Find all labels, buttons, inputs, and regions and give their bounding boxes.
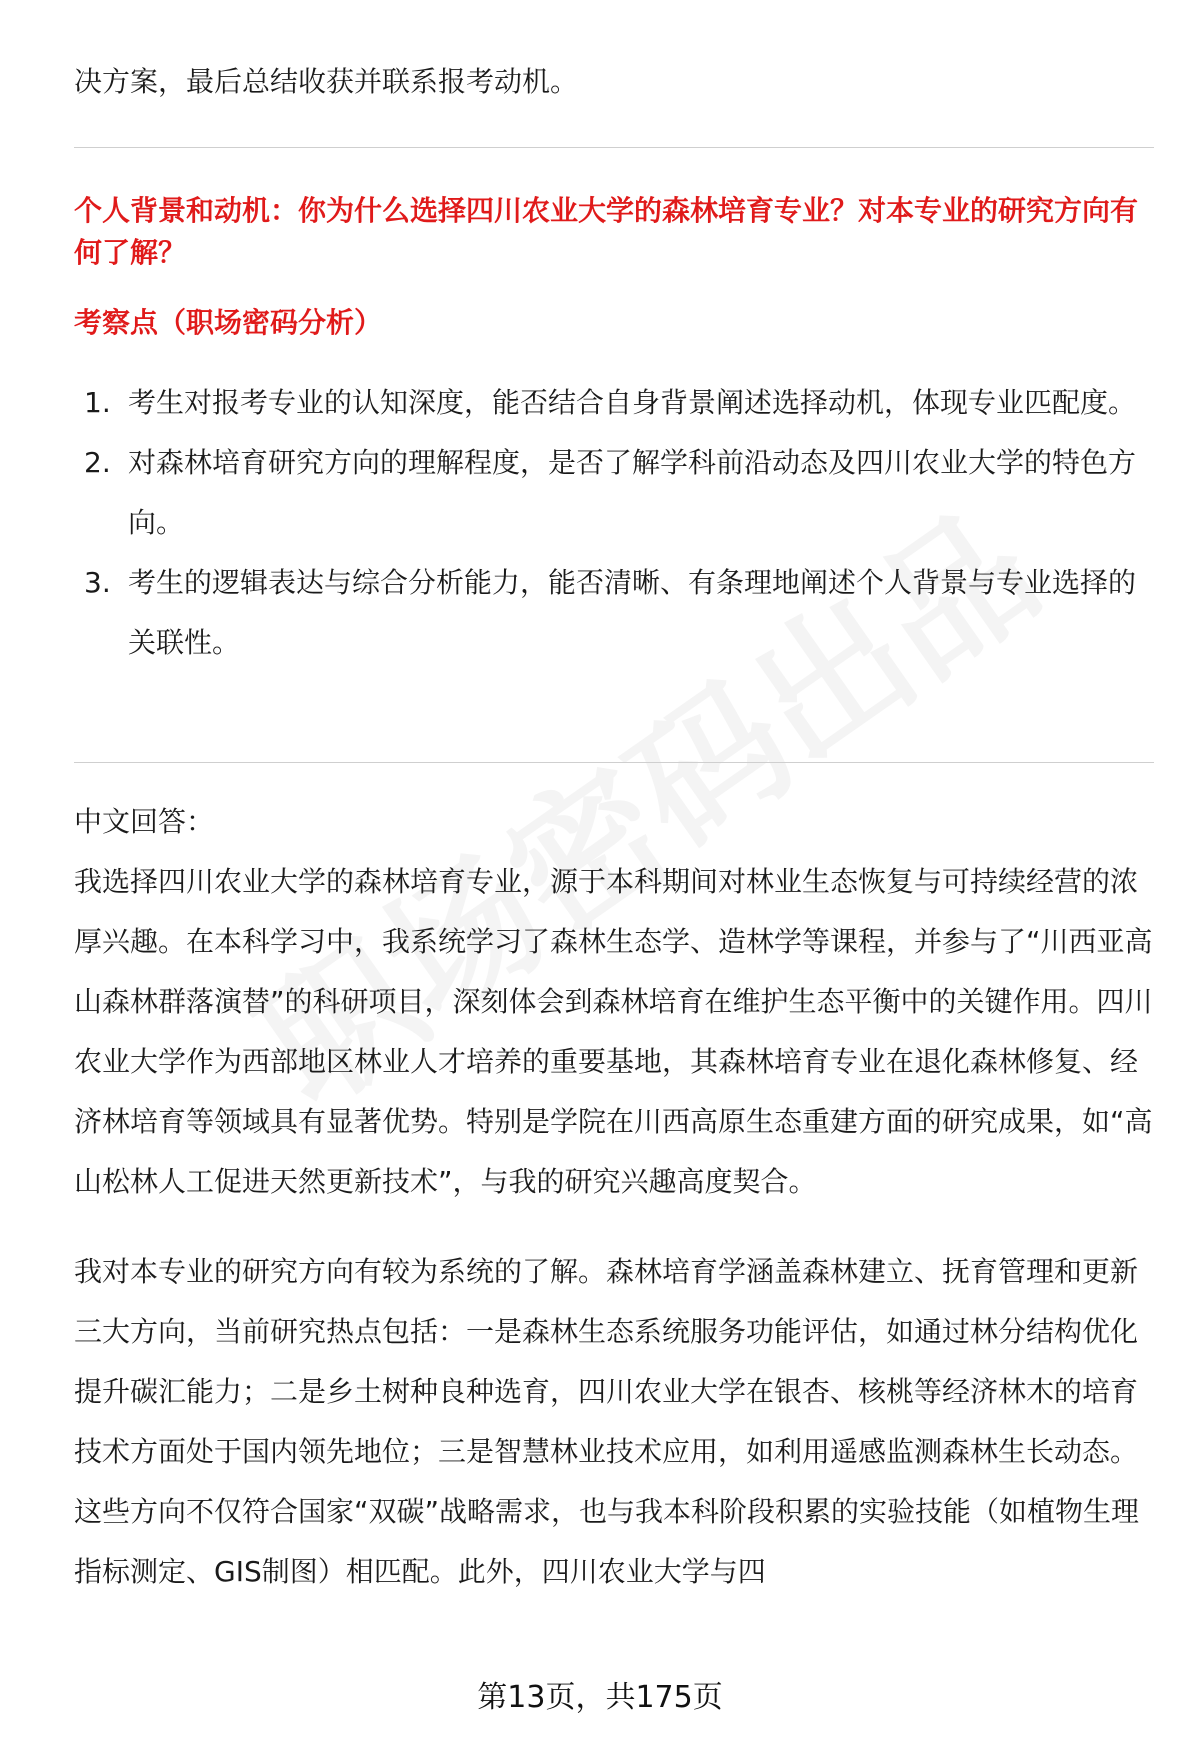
list-item-text: 考生的逻辑表达与综合分析能力，能否清晰、有条理地阐述个人背景与专业选择的关联性。 (128, 566, 1137, 659)
question-heading: 个人背景和动机：你为什么选择四川农业大学的森林培育专业？对本专业的研究方向有何了解？ (74, 194, 1139, 269)
list-item-text: 对森林培育研究方向的理解程度，是否了解学科前沿动态及四川农业大学的特色方向。 (128, 446, 1137, 539)
answer-section (74, 792, 1154, 1602)
assessment-points-heading: 考察点（职场密码分析） (74, 306, 383, 339)
divider-middle (74, 762, 1154, 763)
answer-paragraph-1: 我选择四川农业大学的森林培育专业，源于本科期间对林业生态恢复与可持续经营的浓厚兴趣。在本科学习中，我系统学习了森林生态学、造林学等课程，并参与了“川西亚高山森林群落演替”的科研项目，深刻体会到森林培育在维护生态平衡中的关键作用。四川农业大学作为西部地区林业人才培养的重要基地，其森林培育专业在退化森林修复、经济林培育等领域具有显著优势。特别是学院在川西高原生态重建方面的研究成果，如“高山松林人工促进天然更新技术”，与我的研究兴趣高度契合。 (74, 865, 1153, 1198)
divider-top (74, 147, 1154, 148)
answer-paragraph-2: 我对本专业的研究方向有较为系统的了解。森林培育学涵盖森林建立、抚育管理和更新三大方向，当前研究热点包括：一是森林生态系统服务功能评估，如通过林分结构优化提升碳汇能力；二是乡土树种良种选育，四川农业大学在银杏、核桃等经济林木的培育技术方面处于国内领先地位；三是智慧林业技术应用，如利用遥感监测森林生长动态。这些方向不仅符合国家“双碳”战略需求，也与我本科阶段积累的实验技能（如植物生理指标测定、GIS制图）相匹配。此外，四川农业大学与四 (74, 1255, 1140, 1588)
list-item (74, 373, 1154, 433)
list-item (74, 553, 1154, 673)
assessment-points-list (74, 373, 1154, 673)
page-number-footer: 第13页，共175页 (477, 1680, 723, 1715)
list-item-text: 考生对报考专业的认知深度，能否结合自身背景阐述选择动机，体现专业匹配度。 (128, 386, 1137, 419)
list-item-number: 3. (84, 566, 111, 599)
answer-label: 中文回答： (74, 805, 215, 838)
intro-paragraph-tail: 决方案，最后总结收获并联系报考动机。 (74, 65, 579, 98)
list-item-number: 1. (84, 386, 111, 419)
list-item-number: 2. (84, 446, 111, 479)
list-item (74, 433, 1154, 553)
